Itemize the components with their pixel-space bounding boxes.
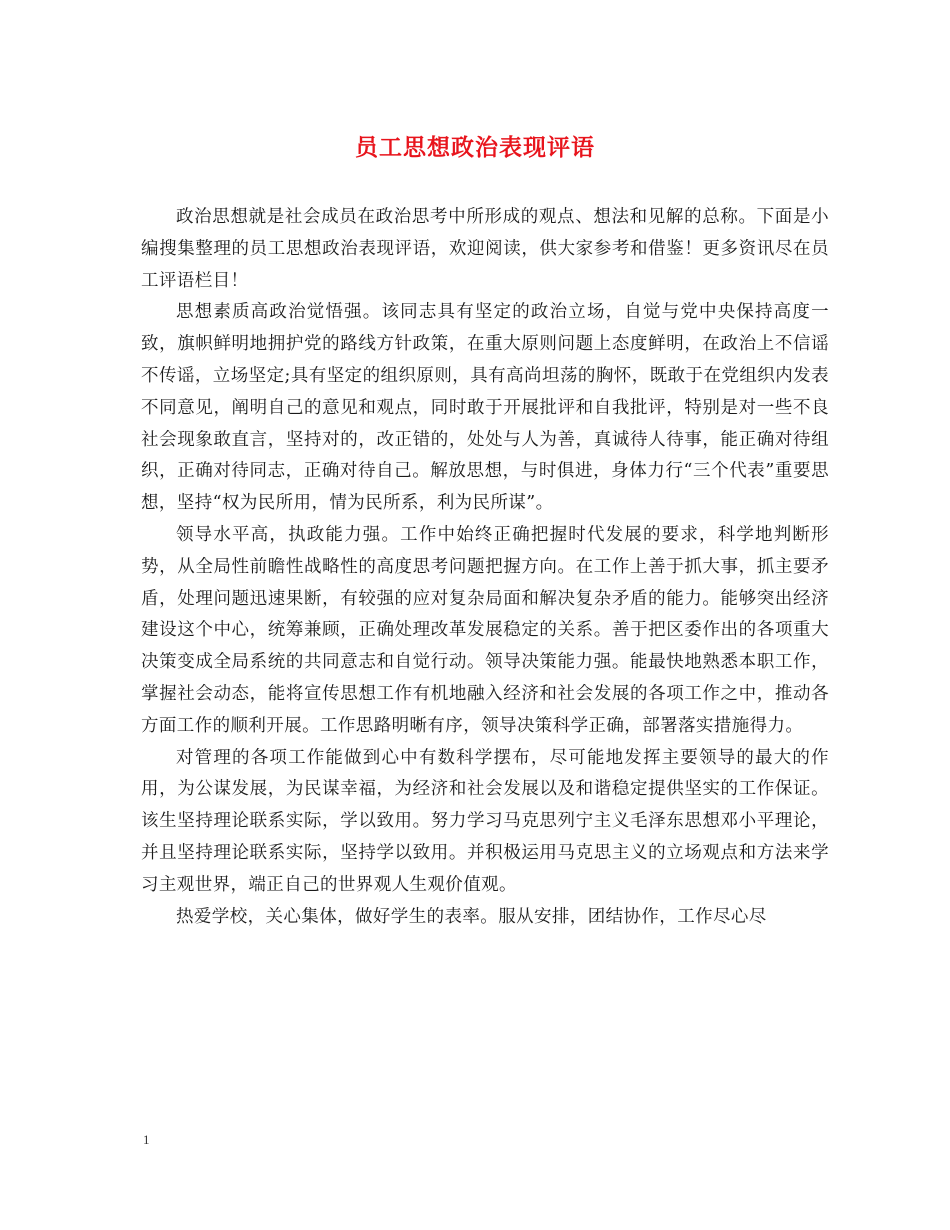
paragraph-school: 热爱学校，关心集体，做好学生的表率。服从安排，团结协作，工作尽心尽 — [176, 906, 767, 927]
document-body — [141, 202, 829, 933]
paragraph-political-quality: 思想素质高政治觉悟强。该同志具有坚定的政治立场，自觉与党中央保持高度一致，旗帜鲜明地拥护党的路线方针政策，在重大原则问题上态度鲜明，在政治上不信谣不传谣，立场坚定;具有坚定的组织原则，具有高尚坦荡的胸怀，既敢于在党组织内发表不同意见，阐明自己的意见和观点，同时敢于开展批评和自我批评，特别是对一些不良社会现象敢直言，坚持对的，改正错的，处处与人为善，真诚待人待事，能正确对待组织，正确对待同志，正确对待自己。解放思想，与时俱进，身体力行“三个代表”重要思想，坚持“权为民所用，情为民所系，利为民所谋”。 — [141, 302, 829, 514]
page-number: 1 — [143, 1132, 150, 1147]
paragraph-management: 对管理的各项工作能做到心中有数科学摆布，尽可能地发挥主要领导的最大的作用，为公谋发展，为民谋幸福，为经济和社会发展以及和谐稳定提供坚实的工作保证。该生坚持理论联系实际，学以致用。努力学习马克思列宁主义毛泽东思想邓小平理论，并且坚持理论联系实际，坚持学以致用。并积极运用马克思主义的立场观点和方法来学习主观世界，端正自己的世界观人生观价值观。 — [141, 747, 829, 895]
paragraph-leadership: 领导水平高，执政能力强。工作中始终正确把握时代发展的要求，科学地判断形势，从全局性前瞻性战略性的高度思考问题把握方向。在工作上善于抓大事，抓主要矛盾，处理问题迅速果断，有较强的应对复杂局面和解决复杂矛盾的能力。能够突出经济建设这个中心，统筹兼顾，正确处理改革发展稳定的关系。善于把区委作出的各项重大决策变成全局系统的共同意志和自觉行动。领导决策能力强。能最快地熟悉本职工作，掌握社会动态，能将宣传思想工作有机地融入经济和社会发展的各项工作之中，推动各方面工作的顺利开展。工作思路明晰有序，领导决策科学正确，部署落实措施得力。 — [141, 524, 829, 736]
paragraph-intro: 政治思想就是社会成员在政治思考中所形成的观点、想法和见解的总称。下面是小编搜集整理的员工思想政治表现评语，欢迎阅读，供大家参考和借鉴！更多资讯尽在员工评语栏目！ — [141, 207, 829, 291]
document-title: 员工思想政治表现评语 — [355, 134, 595, 161]
